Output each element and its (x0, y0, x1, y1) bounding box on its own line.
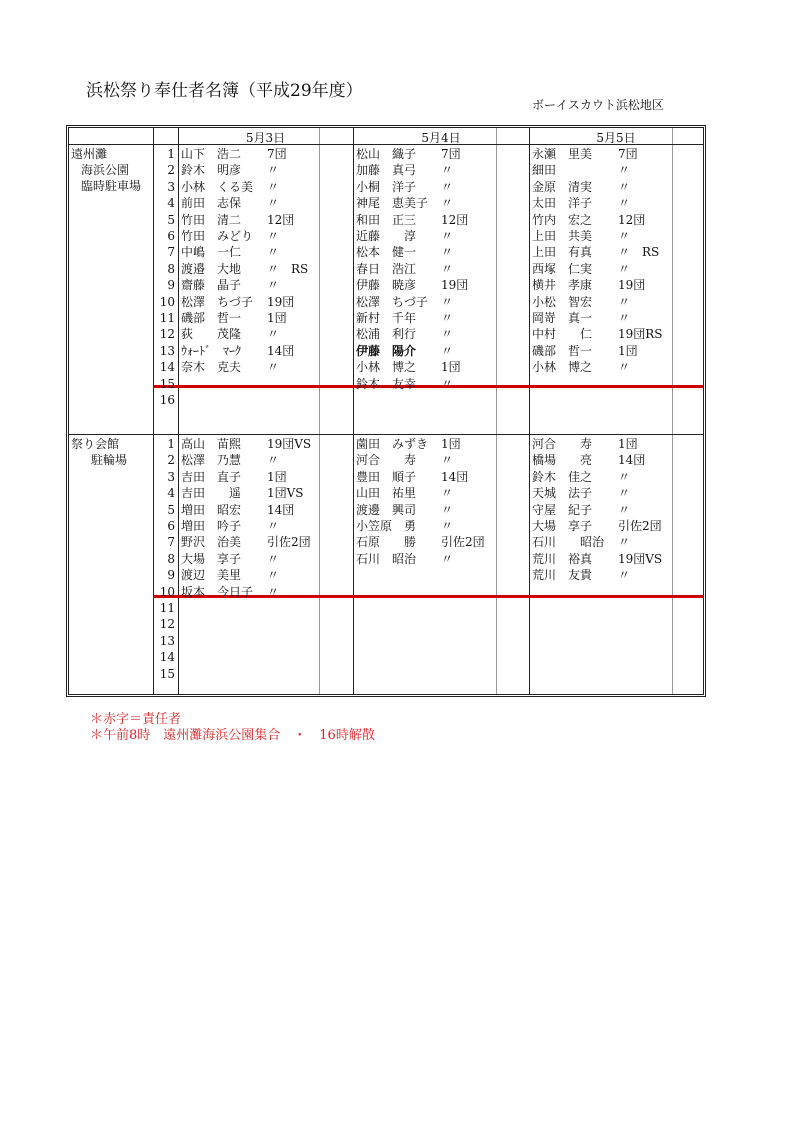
volunteer-name: 薗田 みずき (356, 437, 429, 451)
group-note: 1団VS (267, 486, 304, 501)
volunteer-name: 荒川 友貴 (532, 568, 593, 583)
group-note: 12団 (441, 212, 469, 227)
table-row (69, 244, 703, 260)
table-row (69, 633, 703, 649)
table-row (69, 502, 703, 518)
volunteer-name: 中村 仁 (532, 327, 593, 342)
group-note: 〃 (441, 261, 454, 276)
group-note: 〃 RS (267, 261, 309, 276)
volunteer-name: 磯部 哲一 (532, 343, 593, 358)
group-note: 〃 (441, 551, 454, 566)
table-row (69, 649, 703, 665)
table-row (69, 326, 703, 342)
row-number: 9 (167, 278, 175, 293)
volunteer-name: 近藤 淳 (356, 229, 417, 243)
label-line: 臨時駐車場 (81, 179, 142, 193)
table-row (69, 376, 703, 392)
roster-table (66, 125, 706, 697)
table-row (69, 146, 703, 162)
group-note: 〃 (441, 179, 454, 194)
group-note: 1団 (267, 311, 287, 325)
group-note: 〃 (441, 519, 454, 533)
volunteer-name: 荻 茂隆 (181, 327, 242, 342)
group-note: 〃 (267, 453, 280, 468)
row-number: 3 (167, 469, 175, 484)
volunteer-name: 小桐 洋子 (356, 179, 417, 194)
volunteer-name: 小林 博之 (532, 360, 593, 375)
volunteer-name: 吉田 遥 (181, 486, 242, 501)
table-row (69, 179, 703, 195)
table-row (69, 485, 703, 501)
volunteer-name: 新村 千年 (356, 311, 417, 325)
volunteer-name: 橋場 亮 (532, 453, 593, 468)
group-note: 7団 (441, 147, 461, 161)
group-note: 引佐2団 (618, 519, 662, 533)
table-row (69, 452, 703, 468)
row-number: 8 (167, 551, 175, 566)
note-line: ＊午前8時 遠州灘海浜公園集合 ・ 16時解散 (90, 728, 375, 743)
row-number: 3 (167, 179, 175, 194)
row-number: 5 (167, 502, 175, 517)
volunteer-name: 竹田 みどり (181, 229, 254, 243)
volunteer-name: 小林 くる美 (181, 179, 254, 194)
row-number: 12 (159, 327, 175, 342)
volunteer-name: 山田 祐里 (356, 486, 417, 501)
row-number: 14 (159, 650, 175, 665)
group-note: 引佐2団 (441, 535, 485, 550)
row-number: 2 (167, 453, 175, 468)
volunteer-name: 伊藤 陽介 (356, 343, 417, 358)
group-note: 〃 (618, 568, 631, 583)
volunteer-name: 鈴木 明彦 (181, 163, 242, 178)
volunteer-name: 永瀬 里美 (532, 147, 593, 161)
group-note: 〃 (441, 163, 454, 178)
group-note: 〃 (618, 229, 631, 243)
volunteer-name: 磯部 哲一 (181, 311, 242, 325)
row-number: 1 (167, 437, 175, 451)
table-row (69, 195, 703, 211)
volunteer-name: 松山 織子 (356, 147, 417, 161)
volunteer-name: 石原 勝 (356, 535, 417, 550)
group-note: 〃 (618, 261, 631, 276)
row-number: 15 (159, 666, 175, 681)
table-row (69, 584, 703, 600)
table-row (69, 469, 703, 485)
row-number: 7 (167, 535, 175, 550)
volunteer-name: 山下 浩二 (181, 147, 242, 161)
group-note: 〃 (267, 584, 280, 599)
row-number: 9 (167, 568, 175, 583)
group-note: 〃 (441, 376, 454, 391)
volunteer-name: 松澤 ちづ子 (356, 294, 428, 309)
volunteer-name: 渡辺 美里 (181, 568, 242, 583)
group-note: 19団 (618, 278, 646, 293)
volunteer-name: 小松 智宏 (532, 294, 593, 309)
page-title: 浜松祭り奉仕者名簿（平成29年度） (86, 81, 363, 101)
volunteer-name: 松浦 利行 (356, 327, 417, 342)
volunteer-name: 松本 健一 (356, 245, 417, 260)
table-row (69, 567, 703, 583)
volunteer-name: 和田 正三 (356, 212, 417, 227)
volunteer-name: 小笠原 勇 (356, 519, 417, 533)
group-note: 7団 (618, 147, 638, 161)
volunteer-name: 上田 有真 (532, 245, 593, 260)
volunteer-name: 小林 博之 (356, 360, 417, 375)
group-note: 7団 (267, 147, 287, 161)
volunteer-name: 増田 昭宏 (181, 502, 242, 517)
row-number: 11 (159, 601, 175, 615)
group-note: 19団 (441, 278, 469, 293)
group-note: 1団 (618, 343, 638, 358)
group-note: 12団 (267, 212, 295, 227)
volunteer-name: 河合 寿 (356, 453, 417, 468)
group-note: 14団 (618, 453, 646, 468)
row-number: 15 (159, 376, 175, 391)
group-note: 〃 (441, 294, 454, 309)
volunteer-name: 竹内 宏之 (532, 212, 593, 227)
volunteer-name: 坂本 今日子 (181, 584, 254, 599)
group-note: 19団VS (618, 551, 663, 566)
group-note: 〃 (267, 179, 280, 194)
table-row (69, 261, 703, 277)
volunteer-name: 大場 享子 (181, 551, 242, 566)
group-note: 〃 (267, 278, 280, 293)
group-note: 1団 (441, 437, 461, 451)
group-note: 〃 (618, 163, 631, 178)
volunteer-name: 石川 昭治 (356, 551, 417, 566)
group-note: 19団RS (618, 327, 663, 342)
row-number: 12 (159, 617, 175, 632)
group-note: 〃 (441, 327, 454, 342)
note-line: ＊赤字＝責任者 (90, 712, 182, 727)
group-note: 〃 (618, 502, 631, 517)
date-header-2: 5月4日 (421, 131, 461, 145)
table-row (69, 600, 703, 616)
group-note: 〃 (267, 519, 280, 533)
volunteer-name: 野沢 治美 (181, 535, 242, 550)
table-row (69, 616, 703, 632)
group-note: 〃 (441, 502, 454, 517)
label-line: 遠州灘 (71, 147, 108, 161)
row-number: 4 (167, 486, 175, 501)
table-row (69, 666, 703, 682)
group-note: 〃 (441, 311, 454, 325)
row-number: 10 (159, 584, 175, 599)
volunteer-name: 横井 孝康 (532, 278, 593, 293)
volunteer-name: 松澤 乃慧 (181, 453, 242, 468)
volunteer-name: 春日 浩江 (356, 261, 417, 276)
section-divider (69, 434, 703, 435)
table-row (69, 343, 703, 359)
group-note: 〃 (618, 360, 631, 375)
volunteer-name: 鈴木 友幸 (356, 376, 417, 391)
table-row (69, 294, 703, 310)
label-line: 海浜公園 (81, 163, 130, 177)
group-note: 〃 (267, 360, 280, 375)
volunteer-name: 細田 (532, 163, 557, 178)
volunteer-name: 増田 吟子 (181, 519, 242, 533)
table-row (69, 436, 703, 452)
table-row (69, 212, 703, 228)
row-number: 13 (159, 633, 175, 648)
group-note: 〃 (441, 453, 454, 468)
volunteer-name: 齋藤 晶子 (181, 278, 242, 293)
group-note: 1団 (618, 437, 638, 451)
group-note: 〃 (618, 469, 631, 484)
group-note: 〃 (441, 229, 454, 243)
volunteer-name: 守屋 紀子 (532, 502, 593, 517)
group-note: 19団VS (267, 437, 312, 451)
group-note: 〃 (267, 196, 280, 211)
volunteer-name: 吉田 直子 (181, 469, 242, 484)
group-note: 〃 (441, 245, 454, 260)
label-line: 祭り会館 (71, 437, 120, 451)
table-row (69, 392, 703, 408)
group-note: 〃 (441, 196, 454, 211)
volunteer-name: 高山 苗熙 (181, 437, 242, 451)
volunteer-name: 神尾 恵美子 (356, 196, 429, 211)
group-note: 〃 (618, 294, 631, 309)
volunteer-name: 大場 享子 (532, 519, 593, 533)
group-note: 〃 (618, 486, 631, 501)
volunteer-name: 豊田 順子 (356, 469, 417, 484)
volunteer-name: 鈴木 佳之 (532, 469, 593, 484)
row-number: 7 (167, 245, 175, 260)
row-number: 6 (167, 229, 175, 243)
date-header-1: 5月3日 (245, 131, 286, 145)
group-note: 〃 (267, 163, 280, 178)
volunteer-name: 岡嵜 真一 (532, 311, 593, 325)
volunteer-name: 前田 志保 (181, 196, 242, 211)
volunteer-name: 奈木 克夫 (181, 360, 242, 375)
group-note: 〃 (267, 551, 280, 566)
row-number: 11 (159, 311, 175, 325)
volunteer-name: ｳｫｰﾄﾞ ﾏｰｸ (181, 343, 242, 358)
group-note: 〃 (267, 229, 280, 243)
row-number: 4 (167, 196, 175, 211)
row-number: 1 (167, 147, 175, 161)
volunteer-name: 太田 洋子 (532, 196, 593, 211)
group-note: 〃 (267, 245, 280, 260)
group-note: 〃 (618, 535, 631, 550)
volunteer-name: 河合 寿 (532, 437, 593, 451)
group-note: 〃 (267, 568, 280, 583)
group-note: 14団 (441, 469, 469, 484)
table-row (69, 359, 703, 375)
volunteer-name: 西塚 仁実 (532, 261, 593, 276)
group-note: 〃 (441, 343, 454, 358)
volunteer-name: 加藤 真弓 (356, 163, 417, 178)
group-note: 引佐2団 (267, 535, 311, 550)
volunteer-name: 荒川 裕真 (532, 551, 593, 566)
notes (90, 712, 375, 744)
group-note: 19団 (267, 294, 295, 309)
volunteer-name: 上田 共美 (532, 229, 593, 243)
group-note: 〃 (618, 311, 631, 325)
volunteer-name: 竹田 清二 (181, 212, 242, 227)
volunteer-name: 金原 清実 (532, 179, 593, 194)
row-number: 16 (159, 393, 175, 407)
row-number: 5 (167, 212, 175, 227)
row-number: 2 (167, 163, 175, 178)
date-header-3: 5月5日 (596, 131, 636, 145)
volunteer-name: 天城 法子 (532, 486, 593, 501)
volunteer-name: 松澤 ちづ子 (181, 294, 253, 309)
group-note: 14団 (267, 502, 295, 517)
volunteer-name: 中嶋 一仁 (181, 245, 242, 260)
table-row (69, 551, 703, 567)
group-note: 12団 (618, 212, 646, 227)
group-note: 14団 (267, 343, 295, 358)
group-note: 〃 (618, 196, 631, 211)
group-note: 〃 (267, 327, 280, 342)
group-note: 〃 (618, 179, 631, 194)
row-number: 14 (159, 360, 175, 375)
group-note: 〃 (441, 486, 454, 501)
group-note: 1団 (441, 360, 461, 375)
table-row (69, 162, 703, 178)
organization-name: ボーイスカウト浜松地区 (532, 98, 664, 112)
volunteer-name: 伊藤 暁彦 (356, 278, 417, 293)
row-number: 6 (167, 519, 175, 533)
group-note: 1団 (267, 469, 287, 484)
volunteer-name: 石川 昭治 (532, 535, 605, 550)
table-row (69, 277, 703, 293)
table-row (69, 310, 703, 326)
label-line: 駐輪場 (91, 453, 128, 467)
table-row (69, 228, 703, 244)
volunteer-name: 渡邉 大地 (181, 261, 242, 276)
row-number: 13 (159, 343, 175, 358)
volunteer-name: 渡邊 興司 (356, 502, 417, 517)
row-number: 8 (167, 261, 175, 276)
table-row (69, 518, 703, 534)
group-note: 〃 RS (618, 245, 660, 260)
row-number: 10 (159, 294, 175, 309)
table-row (69, 534, 703, 550)
